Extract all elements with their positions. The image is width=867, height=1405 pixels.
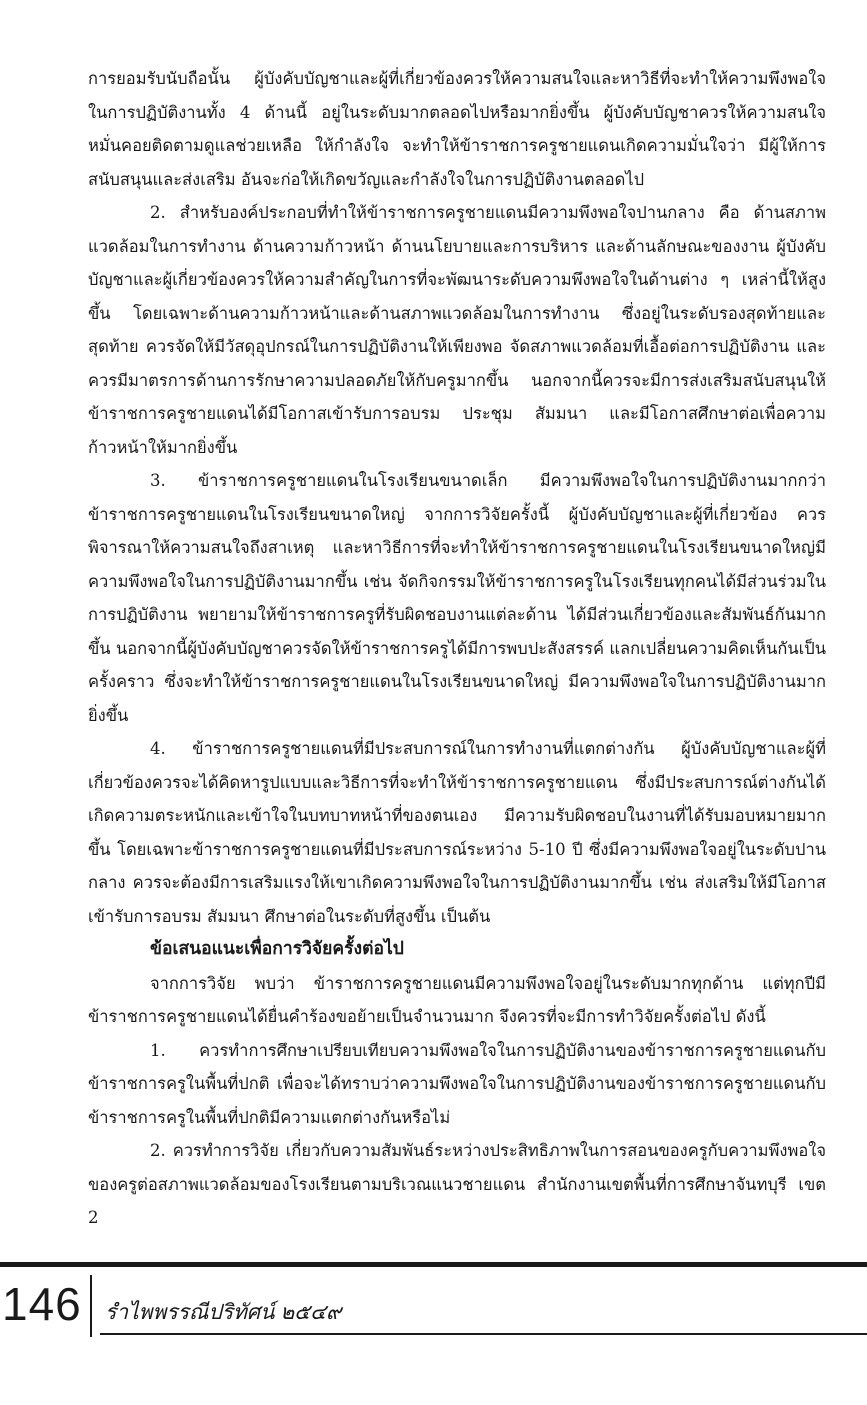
footer-thick-rule xyxy=(0,1262,867,1267)
paragraph-item-3: 3. ข้าราชการครูชายแดนในโรงเรียนขนาดเล็ก มีความพึงพอใจในการปฏิบัติงานมากกว่าข้าราชการครูชายแดนในโรงเรียนขนาดใหญ่ จากการวิจัยครั้งนี้ ผู้บังคับบัญชาและผู้ที่เกี่ยวข้อง ควรพิจารณาให้ความสนใจถึงสาเหตุ และหาวิธีการที่จะทำให้ข้าราชการครูชายแดนในโรงเรียนขนาดใหญ่มีความพึงพอใจในการปฏิบัติงานมากขึ้น เช่น จัดกิจกรรมให้ข้าราชการครูในโรงเรียนทุกคนได้มีส่วนร่วมในการปฏิบัติงาน พยายามให้ข้าราชการครูที่รับผิดชอบงานแต่ละด้าน ได้มีส่วนเกี่ยวข้องและสัมพันธ์กันมากขึ้น นอกจากนี้ผู้บังคับบัญชาควรจัดให้ข้าราชการครูได้มีการพบปะสังสรรค์ แลกเปลี่ยนความคิดเห็นกันเป็นครั้งคราว ซึ่งจะทำให้ข้าราชการครูชายแดนในโรงเรียนขนาดใหญ่ มีความพึงพอใจในการปฏิบัติงานมากยิ่งขึ้น xyxy=(88,471,826,725)
section-heading: ข้อเสนอแนะเพื่อการวิจัยครั้งต่อไป xyxy=(150,939,404,959)
paragraph-suggestion-1: 1. ควรทำการศึกษาเปรียบเทียบความพึงพอใจในการปฏิบัติงานของข้าราชการครูชายแดนกับข้าราชการครูในพื้นที่ปกติ เพื่อจะได้ทราบว่าความพึงพอใจในการปฏิบัติงานของข้าราชการครูชายแดนกับข้าราชการครูในพื้นที่ปกติมีความแตกต่างกันหรือไม่ xyxy=(88,1040,826,1127)
journal-title: รำไพพรรณีปริทัศน์ ๒๕๔๙ xyxy=(105,1301,342,1324)
footer-thin-rule xyxy=(100,1333,867,1335)
footer-vertical-divider xyxy=(90,1275,92,1337)
paragraph-item-2: 2. สำหรับองค์ประกอบที่ทำให้ข้าราชการครูชายแดนมีความพึงพอใจปานกลาง คือ ด้านสภาพแวดล้อมในการทำงาน ด้านความก้าวหน้า ด้านนโยบายและการบริหาร และด้านลักษณะของงาน ผู้บังคับบัญชาและผู้เกี่ยวข้องควรให้ความสำคัญในการที่จะพัฒนาระดับความพึงพอใจในด้านต่าง ๆ เหล่านี้ให้สูงขึ้น โดยเฉพาะด้านความก้าวหน้าและด้านสภาพแวดล้อมในการทำงาน ซึ่งอยู่ในระดับรองสุดท้ายและสุดท้าย ควรจัดให้มีวัสดุอุปกรณ์ในการปฏิบัติงานให้เพียงพอ จัดสภาพแวดล้อมที่เอื้อต่อการปฏิบัติงาน และควรมีมาตรการด้านการรักษาความปลอดภัยให้กับครูมากขึ้น นอกจากนี้ควรจะมีการส่งเสริมสนับสนุนให้ข้าราชการครูชายแดนได้มีโอกาสเข้ารับการอบรม ประชุม สัมมนา และมีโอกาสศึกษาต่อเพื่อความก้าวหน้าให้มากยิ่งขึ้น xyxy=(88,203,826,457)
paragraph-intro: จากการวิจัย พบว่า ข้าราชการครูชายแดนมีความพึงพอใจอยู่ในระดับมากทุกด้าน แต่ทุกปีมีข้าราชการครูชายแดนได้ยื่นคำร้องขอย้ายเป็นจำนวนมาก จึงควรที่จะมีการทำวิจัยครั้งต่อไป ดังนี้ xyxy=(88,973,826,1026)
document-body xyxy=(88,62,826,1235)
paragraph-item-4: 4. ข้าราชการครูชายแดนที่มีประสบการณ์ในการทำงานที่แตกต่างกัน ผู้บังคับบัญชาและผู้ที่เกี่ยวข้องควรจะได้คิดหารูปแบบและวิธีการที่จะทำให้ข้าราชการครูชายแดน ซึ่งมีประสบการณ์ต่างกันได้เกิดความตระหนักและเข้าใจในบทบาทหน้าที่ของตนเอง มีความรับผิดชอบในงานที่ได้รับมอบหมายมากขึ้น โดยเฉพาะข้าราชการครูชายแดนที่มีประสบการณ์ระหว่าง 5-10 ปี ซึ่งมีความพึงพอใจอยู่ในระดับปานกลาง ควรจะต้องมีการเสริมแรงให้เขาเกิดความพึงพอใจในการปฏิบัติงานมากขึ้น เช่น ส่งเสริมให้มีโอกาสเข้ารับการอบรม สัมมนา ศึกษาต่อในระดับที่สูงขึ้น เป็นต้น xyxy=(88,739,826,926)
paragraph-continuation: การยอมรับนับถือนั้น ผู้บังคับบัญชาและผู้ที่เกี่ยวข้องควรให้ความสนใจและหาวิธีที่จะทำให้ความพึงพอใจในการปฏิบัติงานทั้ง 4 ด้านนี้ อยู่ในระดับมากตลอดไปหรือมากยิ่งขึ้น ผู้บังคับบัญชาควรให้ความสนใจ หมั่นคอยติดตามดูแลช่วยเหลือ ให้กำลังใจ จะทำให้ข้าราชการครูชายแดนเกิดความมั่นใจว่า มีผู้ให้การสนับสนุนและส่งเสริม อันจะก่อให้เกิดขวัญและกำลังใจในการปฏิบัติงานตลอดไป xyxy=(88,69,826,189)
page-number: 146 xyxy=(2,1278,82,1330)
paragraph-suggestion-2: 2. ควรทำการวิจัย เกี่ยวกับความสัมพันธ์ระหว่างประสิทธิภาพในการสอนของครูกับความพึงพอใจของครูต่อสภาพแวดล้อมของโรงเรียนตามบริเวณแนวชายแดน สำนักงานเขตพื้นที่การศึกษาจันทบุรี เขต 2 xyxy=(88,1141,826,1227)
